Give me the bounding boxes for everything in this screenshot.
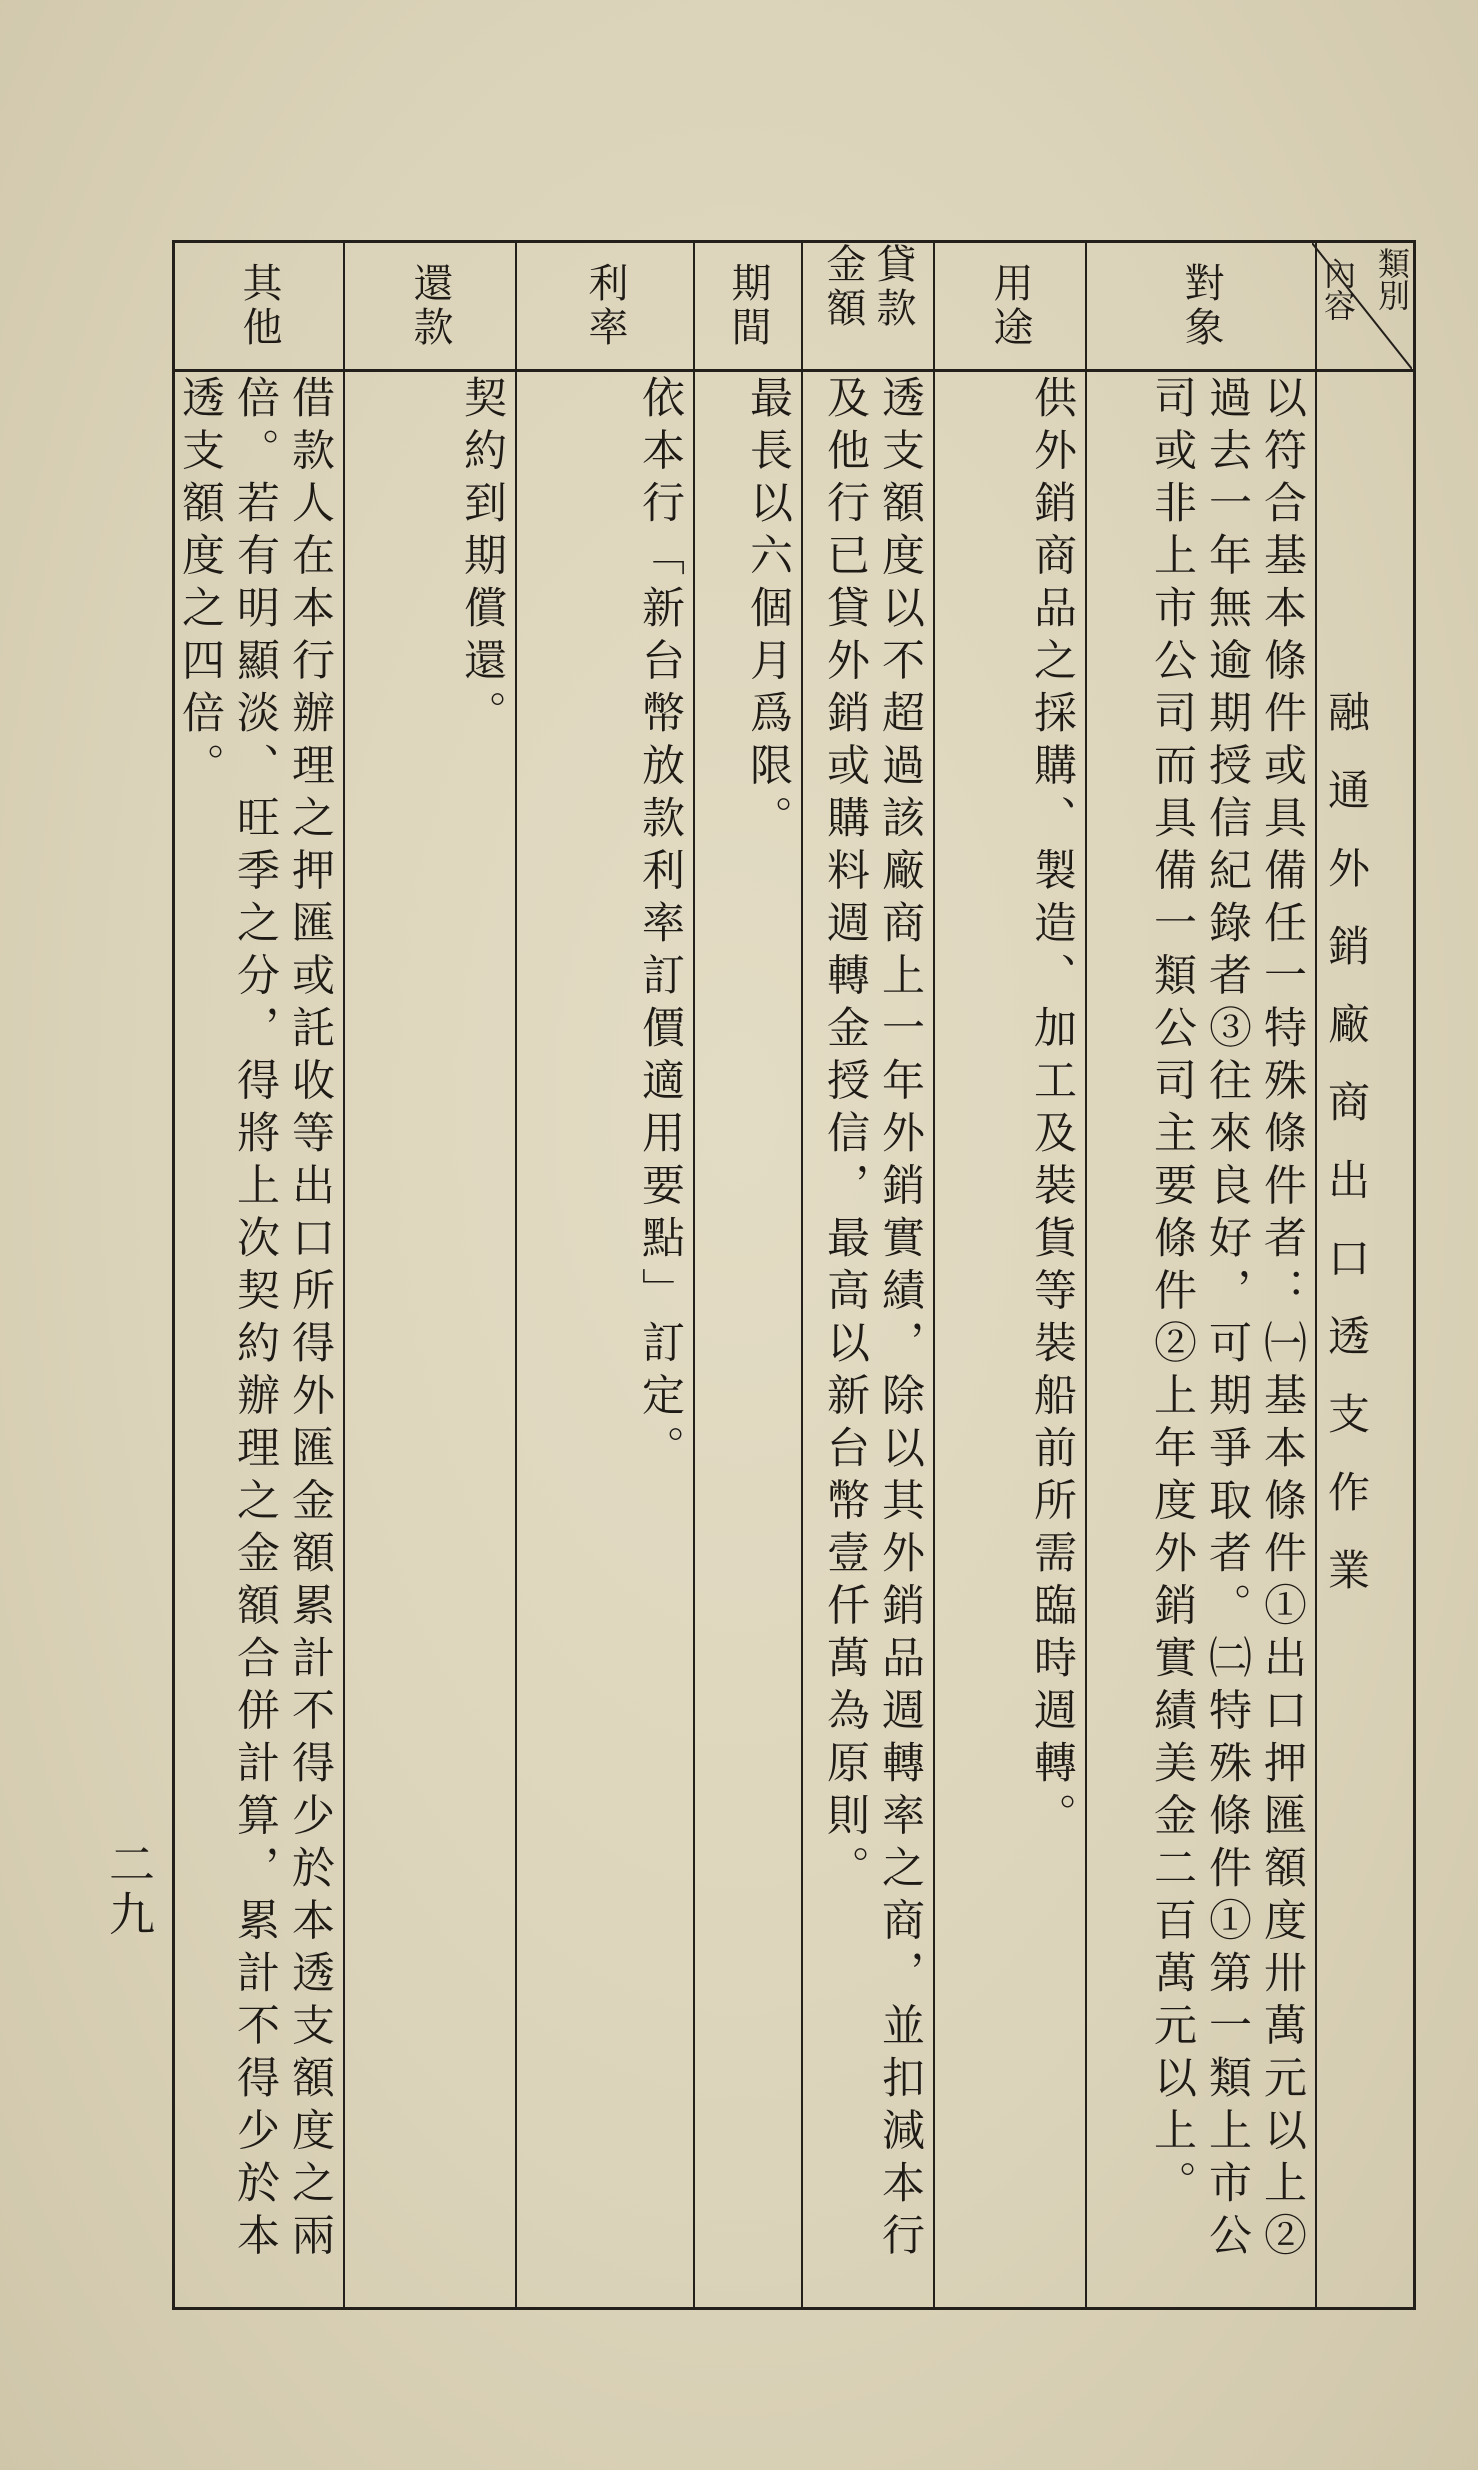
column-content: 供外銷商品之採購、製造、加工及裝貨等裝船前所需臨時週轉。 [1027, 375, 1077, 1845]
page-title: 融通外銷廠商出口透支作業 [1322, 690, 1371, 1626]
column-content: 最長以六個月爲限。 [743, 375, 793, 848]
column-other [175, 243, 345, 2307]
column-heading: 對象 [1178, 262, 1224, 350]
column-content: 依本行「新台幣放款利率訂價適用要點」訂定。 [635, 375, 685, 1478]
column-repayment [345, 243, 517, 2307]
column-content: 契約到期償還。 [457, 375, 507, 743]
column-purpose [935, 243, 1087, 2307]
corner-label-category: 類別 [1373, 247, 1411, 311]
page-number: 二九 [102, 1840, 156, 1940]
category-corner-cell [1312, 243, 1416, 369]
column-term [695, 243, 803, 2307]
column-content: 以符合基本條件或具備任一特殊條件者：㈠基本條件①出口押匯額度卅萬元以上②過去一年無逾期授信紀錄者③往來良好，可期爭取者。㈡特殊條件①第一類上市公司或非上市公司而具備一類公司主要條件②上年度外銷實績美金二百萬元以上。 [1147, 375, 1307, 2265]
column-heading: 用途 [987, 262, 1033, 350]
corner-label-content: 內容 [1319, 257, 1357, 321]
column-content: 透支額度以不超過該廠商上一年外銷實績，除以其外銷品週轉率之商，並扣減本行及他行已貸外銷或購料週轉金授信，最高以新台幣壹仟萬為原則。 [820, 375, 925, 2265]
column-heading: 期間 [725, 262, 771, 350]
column-target [1087, 243, 1317, 2307]
column-loan-amount [803, 243, 935, 2307]
loan-terms-table [172, 240, 1416, 2310]
column-interest-rate [517, 243, 695, 2307]
column-heading: 貸款金額 [820, 243, 916, 331]
column-heading: 還款 [407, 262, 453, 350]
column-content: 借款人在本行辦理之押匯或託收等出口所得外匯金額累計不得少於本透支額度之兩倍。若有明顯淡、旺季之分，得將上次契約辦理之金額合併計算，累計不得少於本透支額度之四倍。 [175, 375, 335, 2265]
header-column [1317, 243, 1416, 2307]
column-heading: 利率 [582, 262, 628, 350]
column-heading: 其他 [236, 262, 282, 350]
header-divider [1317, 369, 1416, 372]
